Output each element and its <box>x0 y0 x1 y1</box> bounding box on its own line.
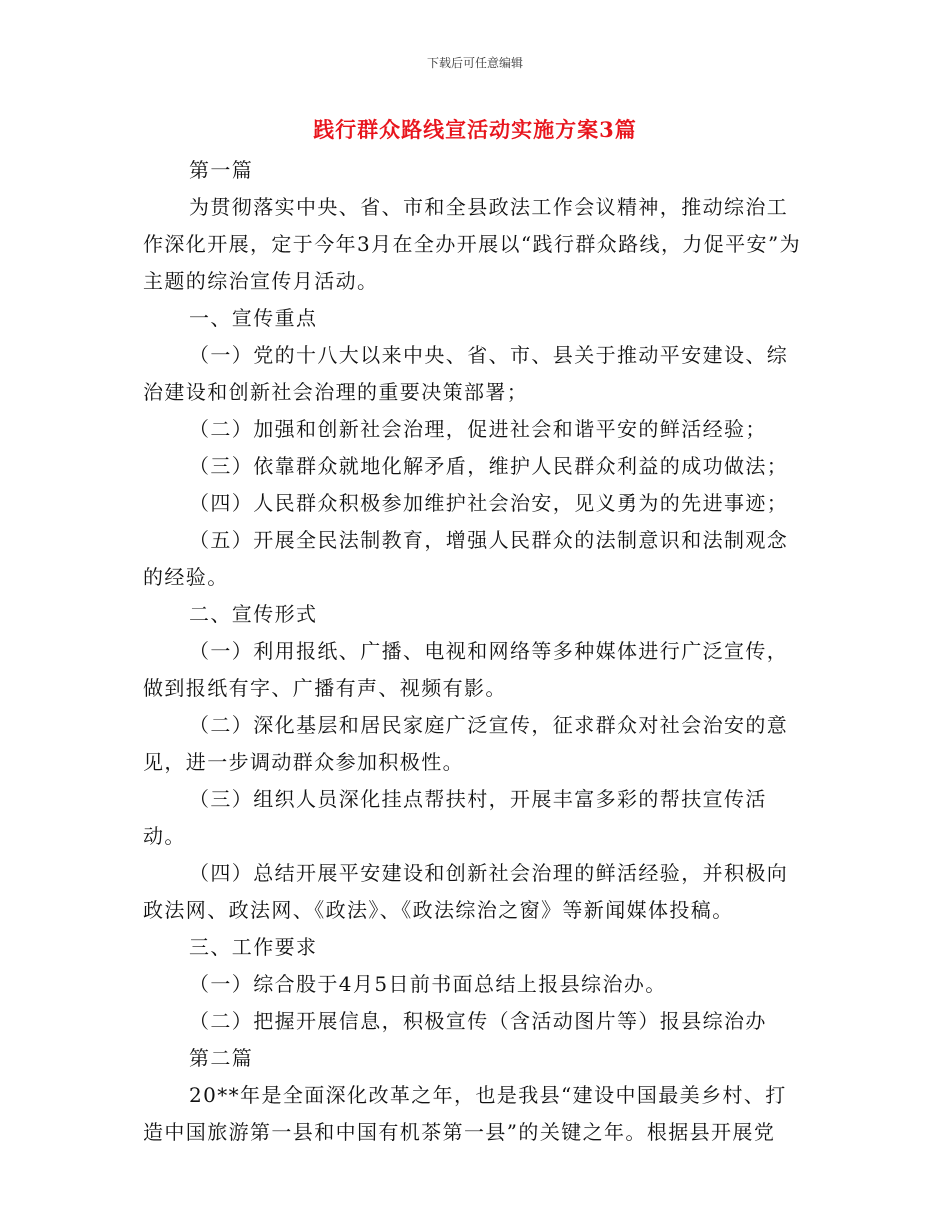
paragraph: （一）综合股于4月5日前书面总结上报县综治办。 <box>189 972 667 996</box>
paragraph: （二）深化基层和居民家庭广泛宣传，征求群众对社会治安的意见，进一步调动群众参加积极性。 <box>143 713 789 774</box>
section-heading: 第一篇 <box>189 158 254 182</box>
paragraph: （三）组织人员深化挂点帮扶村，开展丰富多彩的帮扶宣传活动。 <box>143 787 767 848</box>
paragraph: 20**年是全面深化改革之年，也是我县“建设中国最美乡村、打造中国旅游第一县和中国有机茶第一县”的关键之年。根据县开展党 <box>143 1083 787 1144</box>
paragraph: 为贯彻落实中央、省、市和全县政法工作会议精神，推动综治工作深化开展，定于今年3月在全办开展以“践行群众路线，力促平安”为主题的综治宣传月活动。 <box>143 195 801 293</box>
section-heading: 第二篇 <box>189 1046 254 1070</box>
paragraph: （四）人民群众积极参加维护社会治安，见义勇为的先进事迹； <box>189 491 789 515</box>
paragraph: （一）利用报纸、广播、电视和网络等多种媒体进行广泛宣传，做到报纸有字、广播有声、视频有影。 <box>143 639 789 700</box>
paragraph: （三）依靠群众就地化解矛盾，维护人民群众利益的成功做法； <box>189 454 789 478</box>
section-heading: 三、工作要求 <box>189 935 318 959</box>
paragraph: （二）加强和创新社会治理，促进社会和谐平安的鲜活经验； <box>189 417 767 441</box>
paragraph: （四）总结开展平安建设和创新社会治理的鲜活经验，并积极向政法网、政法网、《政法》、《政法综治之窗》等新闻媒体投稿。 <box>143 861 789 922</box>
page-header: 下载后可任意编辑 <box>426 56 523 70</box>
document-body <box>143 152 805 1151</box>
paragraph: （一）党的十八大以来中央、省、市、县关于推动平安建设、综治建设和创新社会治理的重要决策部署； <box>143 343 789 404</box>
section-heading: 二、宣传形式 <box>189 602 318 626</box>
paragraph: （二）把握开展信息，积极宣传（含活动图片等）报县综治办 <box>189 1009 767 1033</box>
document-title: 践行群众路线宣活动实施方案3篇 <box>313 117 637 142</box>
paragraph: （五）开展全民法制教育，增强人民群众的法制意识和法制观念的经验。 <box>143 528 789 589</box>
section-heading: 一、宣传重点 <box>189 306 318 330</box>
